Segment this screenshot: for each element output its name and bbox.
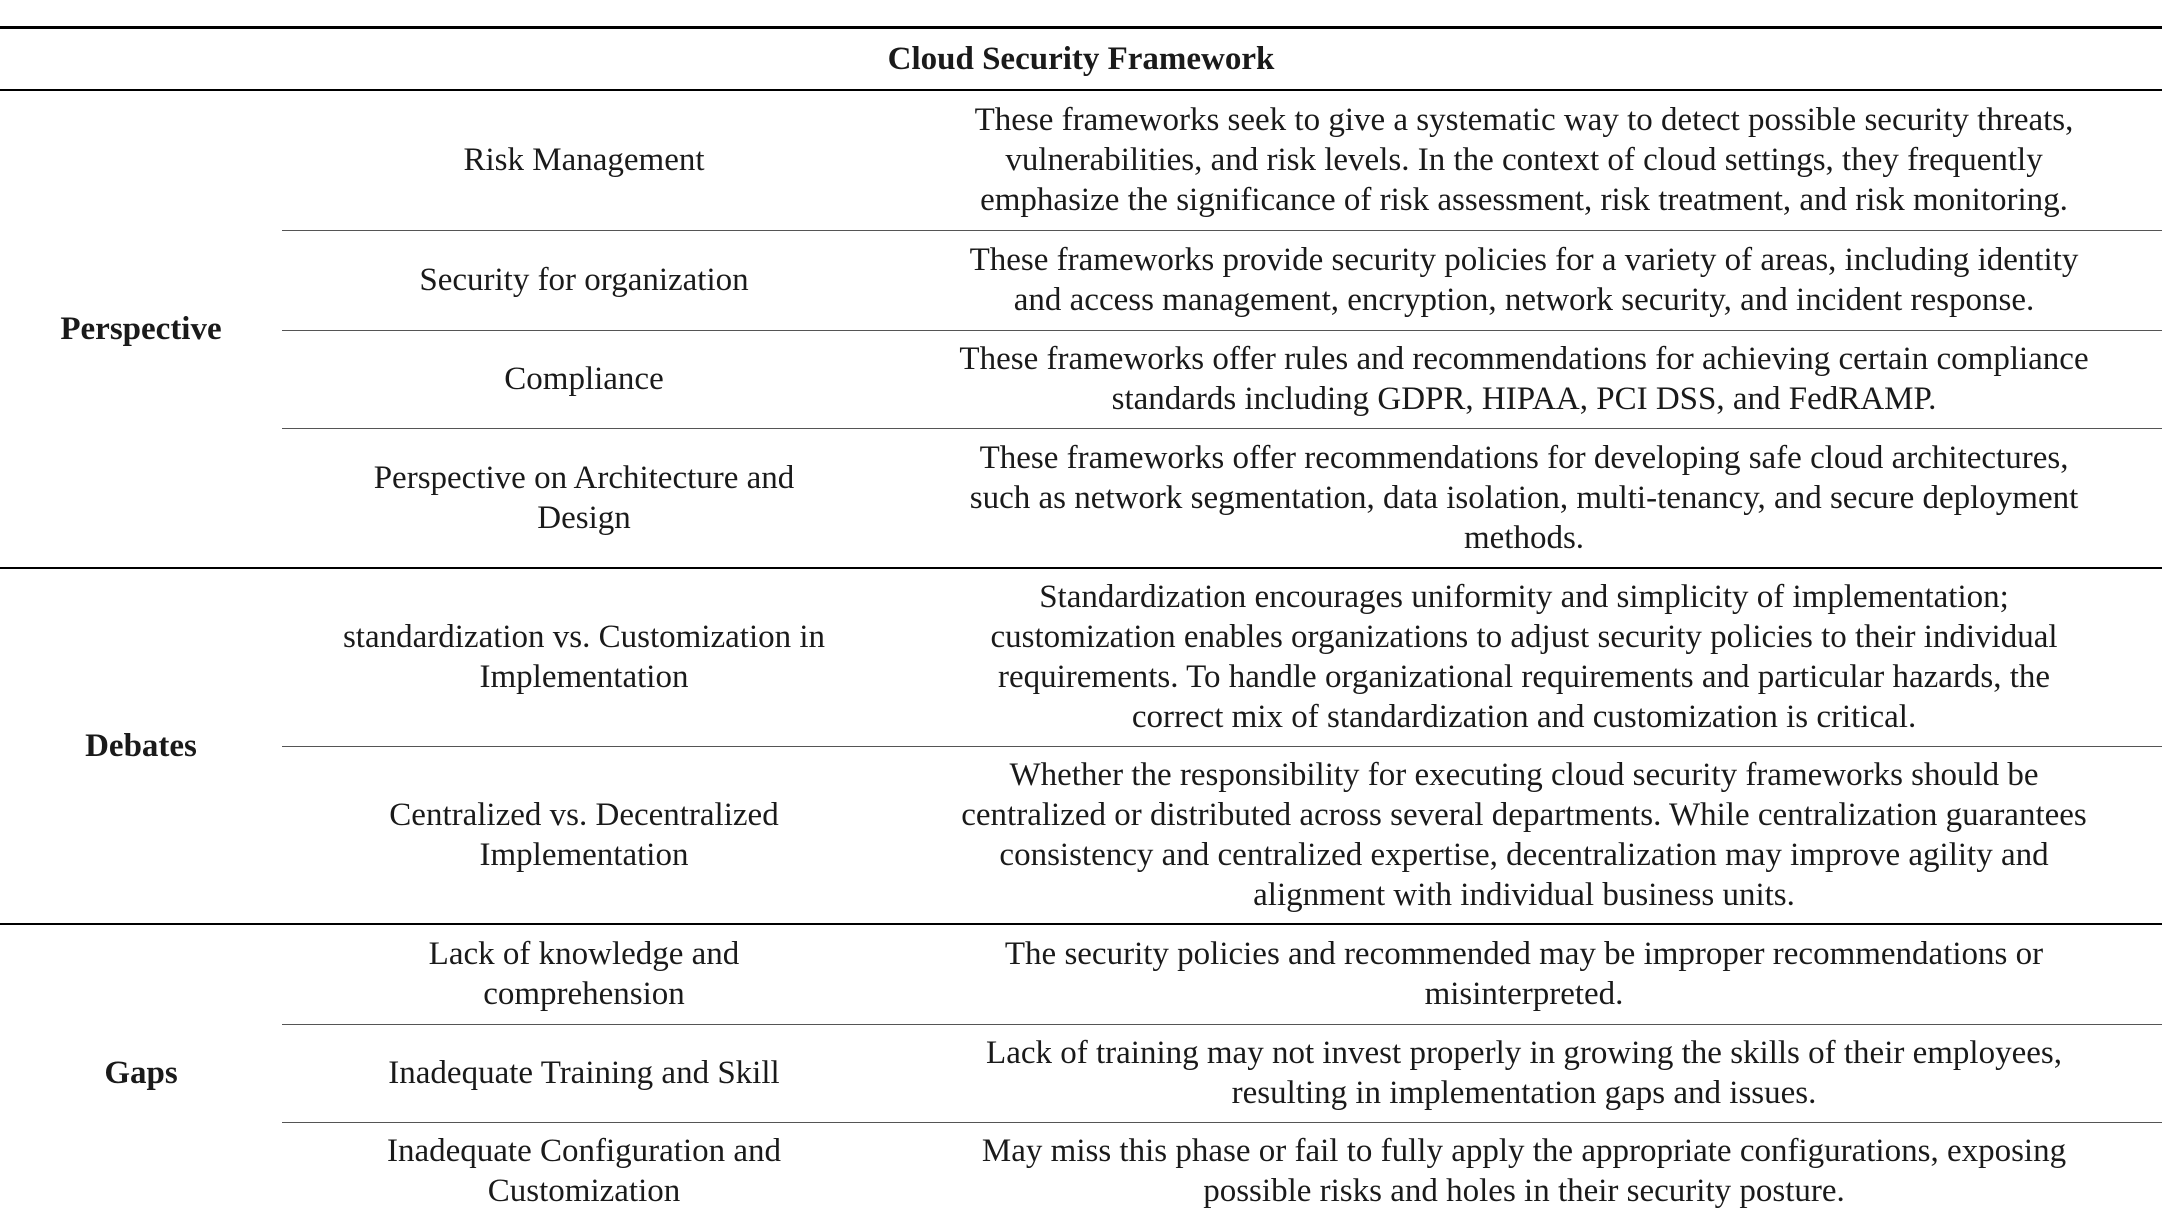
aspect-line: Inadequate Configuration and xyxy=(386,1133,782,1170)
aspect-cell xyxy=(282,1122,886,1220)
description-line: misinterpreted. xyxy=(1424,976,1624,1013)
description-line: resulting in implementation gaps and issues. xyxy=(1231,1075,1817,1111)
description-cell xyxy=(886,924,2162,1024)
description-line: vulnerabilities, and risk levels. In the context of cloud settings, they frequently xyxy=(1005,142,2043,179)
aspect-cell xyxy=(282,230,886,330)
description-cell xyxy=(886,1024,2162,1122)
aspect-cell xyxy=(282,330,886,428)
description-line: correct mix of standardization and customization is critical. xyxy=(1131,699,1917,736)
table-row xyxy=(0,1122,2162,1220)
table-row xyxy=(0,568,2162,746)
aspect-line: Lack of knowledge and xyxy=(428,936,740,973)
description-line: standards including GDPR, HIPAA, PCI DSS, and FedRAMP. xyxy=(1111,381,1937,417)
description-line: requirements. To handle organizational requirements and particular hazards, the xyxy=(997,659,2051,696)
description-line: consistency and centralized expertise, decentralization may improve agility and xyxy=(999,836,2049,873)
aspect-cell xyxy=(282,428,886,568)
category-cell: Perspective xyxy=(60,311,222,347)
description-line: methods. xyxy=(1463,519,1585,556)
description-cell xyxy=(886,230,2162,330)
aspect-line: Centralized vs. Decentralized xyxy=(389,796,779,833)
category-cell: Debates xyxy=(0,568,282,924)
description-cell xyxy=(886,90,2162,230)
aspect-cell xyxy=(282,568,886,746)
table-row xyxy=(0,230,2162,330)
table-row xyxy=(0,1024,2162,1122)
description-cell xyxy=(886,330,2162,428)
cloud-security-framework-table xyxy=(0,26,2162,1220)
table-row xyxy=(0,924,2162,1024)
description-line: These frameworks offer recommendations for developing safe cloud architectures, xyxy=(979,439,2069,476)
description-line: possible risks and holes in their security posture. xyxy=(1203,1173,1845,1210)
aspect-line: Compliance xyxy=(504,361,664,397)
aspect-line: Implementation xyxy=(479,836,689,873)
aspect-line: Inadequate Training and Skill xyxy=(388,1055,780,1091)
description-cell xyxy=(886,1122,2162,1220)
category-cell: Gaps xyxy=(0,924,282,1220)
table-header-row xyxy=(0,28,2162,91)
description-line: customization enables organizations to adjust security policies to their individual xyxy=(990,619,2058,656)
description-line: alignment with individual business units. xyxy=(1253,876,1795,913)
aspect-line: Customization xyxy=(487,1173,681,1210)
aspect-line: Implementation xyxy=(479,659,689,696)
description-cell xyxy=(886,568,2162,746)
description-line: These frameworks seek to give a systematic way to detect possible security threats, xyxy=(974,102,2074,139)
description-line: These frameworks offer rules and recommendations for achieving certain compliance xyxy=(959,341,2089,377)
aspect-line: Design xyxy=(537,499,631,536)
description-line: These frameworks provide security policies for a variety of areas, including identity xyxy=(969,242,2079,278)
description-line: Whether the responsibility for executing cloud security frameworks should be xyxy=(1009,756,2039,793)
table-row xyxy=(0,330,2162,428)
description-line: and access management, encryption, network security, and incident response. xyxy=(1013,282,2035,318)
table-row xyxy=(0,746,2162,924)
description-line: The security policies and recommended may be improper recommendations or xyxy=(1004,936,2044,973)
aspect-cell xyxy=(282,90,886,230)
description-cell xyxy=(886,746,2162,924)
description-line: such as network segmentation, data isolation, multi-tenancy, and secure deployment xyxy=(969,479,2079,516)
description-cell xyxy=(886,428,2162,568)
description-line: Lack of training may not invest properly in growing the skills of their employees, xyxy=(986,1035,2062,1071)
aspect-line: Risk Management xyxy=(463,142,705,179)
table-row xyxy=(0,428,2162,568)
aspect-cell xyxy=(282,1024,886,1122)
aspect-line: standardization vs. Customization in xyxy=(342,619,826,656)
aspect-line: Perspective on Architecture and xyxy=(373,459,795,496)
table-title: Cloud Security Framework xyxy=(0,28,2162,91)
aspect-cell xyxy=(282,924,886,1024)
description-line: Standardization encourages uniformity and simplicity of implementation; xyxy=(1039,579,2009,616)
description-line: May miss this phase or fail to fully apply the appropriate configurations, exposing xyxy=(981,1133,2067,1170)
description-line: emphasize the significance of risk assessment, risk treatment, and risk monitoring. xyxy=(980,182,2068,219)
table-body xyxy=(0,90,2162,1220)
aspect-cell xyxy=(282,746,886,924)
aspect-line: comprehension xyxy=(483,976,685,1013)
description-line: centralized or distributed across several departments. While centralization guarantees xyxy=(961,796,2087,833)
aspect-line: Security for organization xyxy=(419,262,749,298)
table-row xyxy=(0,90,2162,230)
